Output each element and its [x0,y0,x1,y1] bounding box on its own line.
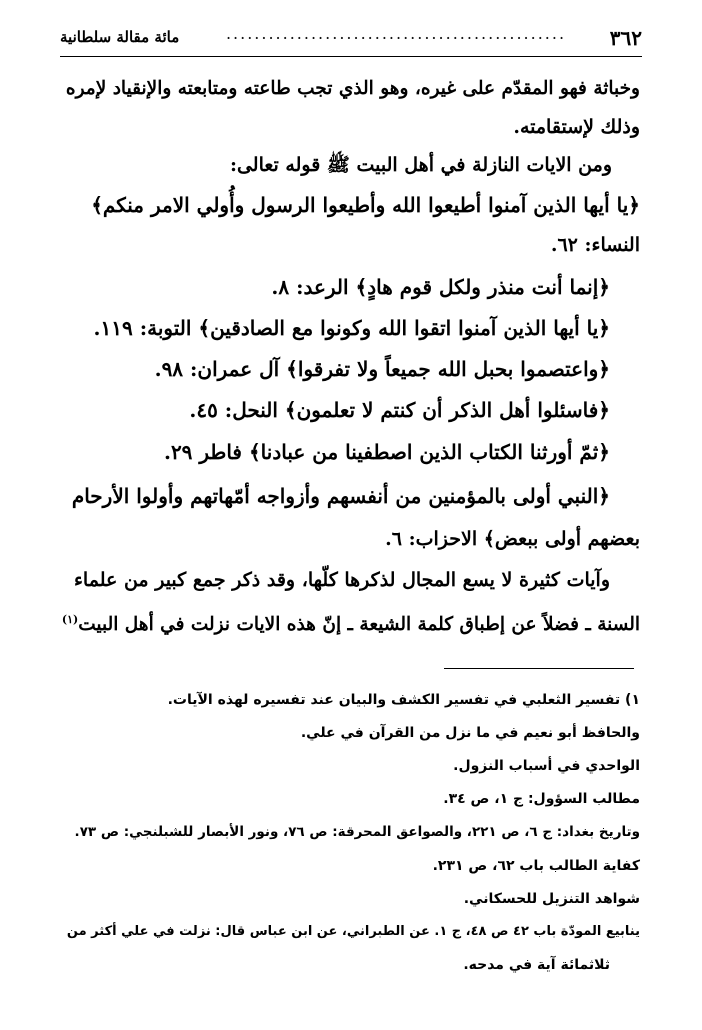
footnote-reference: (١) [61,613,79,626]
footnote-7: شواهد التنزيل للحسكاني. [463,891,640,907]
verse-ref-ahzab: بعضهم أولى ببعض﴾ الاحزاب: ٦. [385,528,640,550]
page-number: ٣٦٢ [609,26,642,50]
footnote-5: وتاريخ بغداد: ج ٦، ص ٢٢١، والصواعق المحرقة: ص ٧٦، ونور الأبصار للشبلنجي: ص ٧٣. [74,824,640,840]
quran-verse-raad: ﴿إنما أنت منذر ولكل قوم هادٍ﴾ الرعد: ٨. [271,275,610,299]
verse-ref-nisa: النساء: ٦٢. [550,234,640,256]
body-line-2: وذلك لإستقامته. [513,116,640,138]
quran-verse-nahl: ﴿فاسئلوا أهل الذكر أن كنتم لا تعلمون﴾ النحل: ٤٥. [189,398,610,422]
footnote-2: والحافظ أبو نعيم في ما نزل من القرآن في علي. [300,725,640,741]
quran-verse-fatir: ﴿ثمّ أورثنا الكتاب الذين اصطفينا من عبادنا﴾ فاطر ٢٩. [163,440,610,464]
body-line-1: وخباثة فهو المقدّم على غيره، وهو الذي تجب طاعته ومتابعته والإنقياد لإمره [65,78,640,99]
footnote-separator [444,668,634,669]
quran-verse-nisa: ﴿يا أيها الذين آمنوا أطيعوا الله وأطيعوا الرسول وأُولي الامر منكم﴾ [91,193,640,217]
footnote-8: ينابيع المودّة باب ٤٢ ص ٤٨، ج ١. عن الطبراني، عن ابن عباس قال: نزلت في علي أكثر من [66,924,640,939]
footnote-4: مطالب السؤول: ج ١، ص ٣٤. [443,791,640,807]
body-line-closing-2 [62,605,640,635]
body-line-closing-2-text: السنة ـ فضلاً عن إطباق كلمة الشيعة ـ إنّ هذه الايات نزلت في أهل البيت [78,614,640,636]
running-header [60,22,642,57]
footnote-3: الواحدي في أسباب النزول. [453,758,640,774]
footnote-6: كفاية الطالب باب ٦٢، ص ٢٣١. [432,858,640,874]
footnote-1: ١) تفسير الثعلبي في تفسير الكشف والبيان عند تفسيره لهذه الآيات. [167,692,640,708]
body-line-closing-1: وآيات كثيرة لا يسع المجال لذكرها كلّها، وقد ذكر جمع كبير من علماء [74,569,610,591]
book-title: مائة مقالة سلطانية [60,28,180,46]
quran-verse-imran: ﴿واعتصموا بحبل الله جميعاً ولا تفرقوا﴾ آل عمران: ٩٨. [154,357,610,381]
body-line-3: ومن الايات النازلة في أهل البيت ﷺ قوله تعالى: [229,154,612,176]
quran-verse-tawba: ﴿يا أيها الذين آمنوا اتقوا الله وكونوا مع الصادقين﴾ التوبة: ١١٩. [93,316,610,340]
footnote-9: ثلاثمائة آية في مدحه. [463,957,610,973]
quran-verse-ahzab: ﴿النبي أولى بالمؤمنين من أنفسهم وأزواجه أمّهاتهم وأولوا الأرحام [71,484,610,508]
header-leader-dots: ................................................ [225,24,567,43]
